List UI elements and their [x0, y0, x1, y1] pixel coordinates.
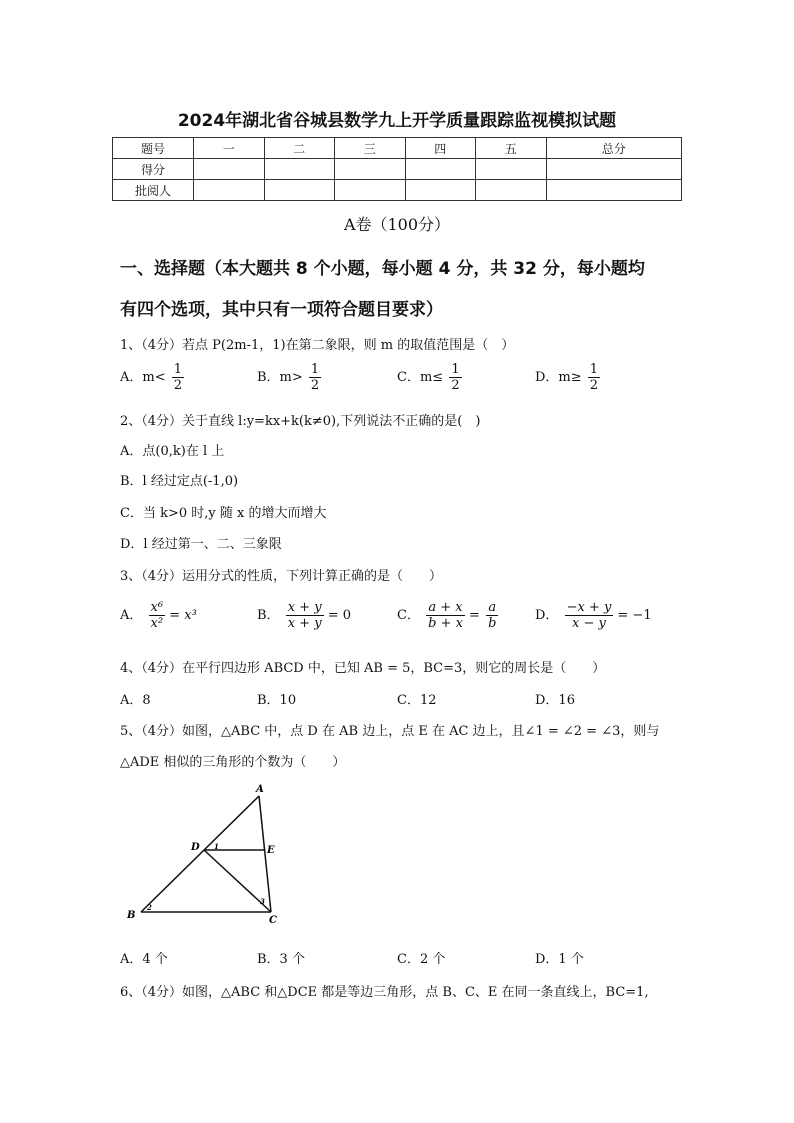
question-5-stem: 5、（4分）如图，△ABC 中，点 D 在 AB 边上，点 E 在 AC 边上，且∠1 = ∠2 = ∠3，则与 — [120, 724, 660, 739]
fraction — [309, 362, 321, 393]
question-6-stem: 6、（4分）如图，△ABC 和△DCE 都是等边三角形，点 B、C、E 在同一条直线上，BC=1, — [120, 985, 649, 1000]
option-rhs: = 0 — [327, 608, 351, 623]
score-table — [112, 137, 682, 201]
figure-label-a: A — [256, 784, 264, 795]
section-label: A卷（100分） — [343, 215, 451, 234]
fraction — [286, 600, 324, 631]
fraction-numerator: a — [486, 600, 498, 616]
q1-option-c — [397, 362, 462, 393]
part1-heading: 有四个选项，其中只有一项符合题目要求） — [120, 300, 443, 320]
fraction-denominator: 2 — [451, 378, 460, 393]
score-table-row — [113, 159, 682, 180]
q2-option-c: C．当 k>0 时,y 随 x 的增大而增大 — [120, 506, 327, 521]
score-cell: 总分 — [546, 138, 682, 159]
option-label: D．m≥ — [535, 370, 582, 385]
score-cell: 一 — [194, 138, 265, 159]
score-cell — [476, 180, 547, 201]
q1-option-d — [535, 362, 600, 393]
option-label: D． — [535, 608, 559, 623]
score-table-row — [113, 180, 682, 201]
figure-label-d: D — [191, 842, 200, 853]
option-rhs: = −1 — [617, 608, 652, 623]
fraction-denominator: 2 — [173, 378, 183, 393]
figure-angle-3: 3 — [260, 897, 265, 906]
score-cell — [405, 180, 476, 201]
fraction-denominator: b — [488, 616, 497, 631]
fraction-numerator: x + y — [287, 600, 322, 615]
fraction-numerator: 1 — [310, 362, 320, 377]
triangle-figure — [115, 780, 295, 930]
question-5-stem: △ADE 相似的三角形的个数为（ ） — [120, 755, 346, 770]
figure-label-c: C — [269, 915, 277, 926]
fraction-numerator: 1 — [173, 362, 183, 377]
score-cell: 题号 — [113, 138, 194, 159]
fraction-numerator: a + x — [426, 600, 465, 616]
fraction-numerator: 1 — [589, 362, 599, 377]
fraction-denominator: 2 — [589, 378, 599, 393]
q4-option-a: A．8 — [120, 693, 151, 708]
fraction-numerator: x⁶ — [150, 600, 164, 615]
q1-option-b — [257, 362, 321, 393]
score-cell: 二 — [264, 138, 335, 159]
question-4-stem: 4、（4分）在平行四边形 ABCD 中，已知 AB = 5，BC=3，则它的周长是（ ） — [120, 661, 606, 676]
fraction — [449, 362, 461, 393]
q3-option-c — [397, 600, 498, 631]
option-label: A．m< — [120, 370, 166, 385]
q3-option-b — [257, 600, 351, 631]
fraction-denominator: x − y — [572, 616, 606, 631]
fraction-denominator: b + x — [428, 616, 463, 631]
fraction-denominator: x² — [150, 616, 164, 631]
score-cell — [546, 180, 682, 201]
q2-option-b: B．l 经过定点(-1,0) — [120, 474, 239, 489]
figure-angle-1: 1 — [214, 842, 219, 851]
score-cell — [264, 180, 335, 201]
score-cell: 批阅人 — [113, 180, 194, 201]
score-cell — [194, 159, 265, 180]
figure-label-b: B — [127, 910, 136, 921]
score-cell: 五 — [476, 138, 547, 159]
q3-option-d — [535, 600, 652, 631]
fraction — [486, 600, 498, 631]
score-cell: 三 — [335, 138, 406, 159]
q3-option-a — [120, 600, 197, 631]
option-label: C． — [397, 608, 420, 623]
q4-option-d: D．16 — [535, 693, 575, 708]
exam-title: 2024年湖北省谷城县数学九上开学质量跟踪监视模拟试题 — [177, 111, 617, 131]
score-cell — [405, 159, 476, 180]
score-cell — [335, 180, 406, 201]
score-cell — [335, 159, 406, 180]
fraction — [426, 600, 465, 631]
score-table-header-row — [113, 138, 682, 159]
score-cell: 四 — [405, 138, 476, 159]
q5-option-b: B．3 个 — [257, 952, 305, 967]
q4-option-c: C．12 — [397, 693, 437, 708]
fraction — [149, 600, 166, 631]
q2-option-a: A．点(0,k)在 l 上 — [120, 444, 225, 459]
option-label: C．m≤ — [397, 370, 444, 385]
figure-label-e: E — [267, 845, 275, 856]
q4-option-b: B．10 — [257, 693, 297, 708]
question-2-stem: 2、（4分）关于直线 l:y=kx+k(k≠0),下列说法不正确的是( ) — [120, 414, 481, 429]
option-label: B． — [257, 608, 280, 623]
fraction-numerator: −x + y — [566, 600, 612, 615]
fraction — [588, 362, 600, 393]
option-rhs: = x³ — [169, 608, 197, 623]
figure-line-ab — [141, 796, 259, 912]
part1-heading: 一、选择题（本大题共 8 个小题，每小题 4 分，共 32 分，每小题均 — [120, 259, 645, 279]
q2-option-d: D．l 经过第一、二、三象限 — [120, 537, 282, 552]
option-label: B．m> — [257, 370, 303, 385]
q1-option-a — [120, 362, 184, 393]
option-label: A． — [120, 608, 143, 623]
score-cell — [546, 159, 682, 180]
score-cell — [194, 180, 265, 201]
q5-option-d: D．1 个 — [535, 952, 584, 967]
q5-option-a: A．4 个 — [120, 952, 168, 967]
option-rhs: = — [469, 608, 480, 623]
score-cell: 得分 — [113, 159, 194, 180]
figure-angle-2: 2 — [147, 903, 152, 912]
score-cell — [476, 159, 547, 180]
fraction — [172, 362, 184, 393]
fraction-denominator: x + y — [287, 616, 322, 631]
fraction-denominator: 2 — [310, 378, 320, 393]
q5-option-c: C．2 个 — [397, 952, 446, 967]
score-cell — [264, 159, 335, 180]
question-1-stem: 1、（4分）若点 P(2m-1，1)在第二象限，则 m 的取值范围是（ ） — [120, 338, 515, 353]
fraction — [565, 600, 614, 631]
question-3-stem: 3、（4分）运用分式的性质，下列计算正确的是（ ） — [120, 569, 443, 584]
fraction-numerator: 1 — [451, 362, 460, 377]
